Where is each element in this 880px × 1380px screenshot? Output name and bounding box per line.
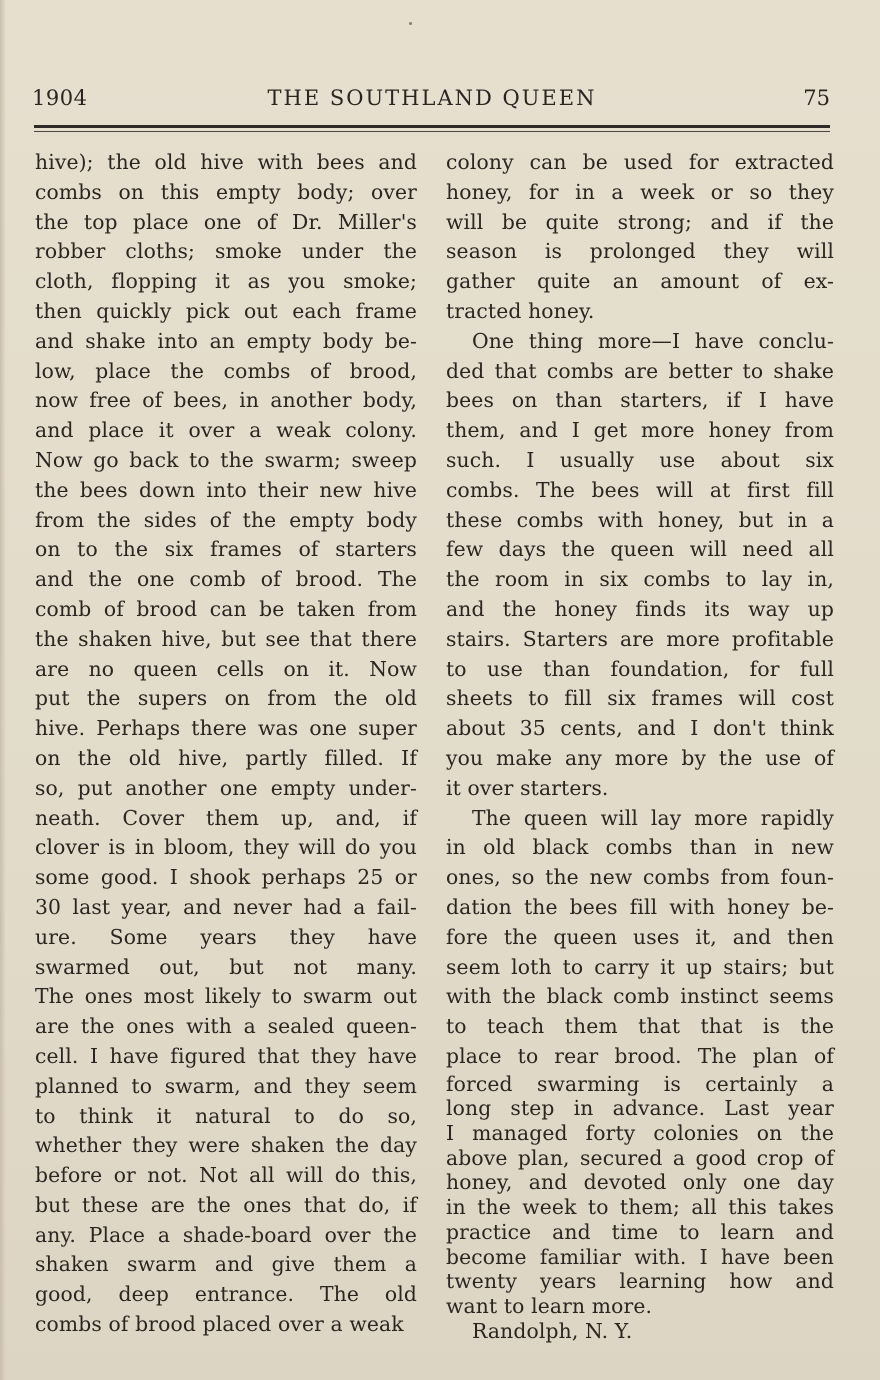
text-line: The queen will lay more rapidly	[472, 805, 834, 830]
text-line: the room in six combs to lay in,	[446, 567, 834, 592]
text-line: cloth, flopping it as you smoke;	[35, 269, 417, 294]
text-line: neath. Cover them up, and, if	[35, 805, 417, 830]
text-line: swarmed out, but not many.	[35, 954, 417, 979]
text-line: the top place one of Dr. Miller's	[35, 209, 417, 234]
text-line: comb of brood can be taken from	[35, 596, 417, 621]
paper-speck	[409, 22, 412, 25]
text-line: these combs with honey, but in a	[446, 507, 834, 532]
text-line: fore the queen uses it, and then	[446, 924, 834, 949]
page-gutter-shadow	[0, 0, 6, 1380]
text-line: then quickly pick out each frame	[35, 298, 417, 323]
text-line: 30 last year, and never had a fail-	[35, 894, 417, 919]
text-line: Randolph, N. Y.	[472, 1318, 633, 1343]
text-line: clover is in bloom, they will do you	[35, 835, 417, 860]
text-line: now free of bees, in another body,	[35, 388, 417, 413]
text-line: about 35 cents, and I don't think	[446, 716, 834, 741]
text-line: any. Place a shade-board over the	[35, 1222, 417, 1247]
text-line: gather quite an amount of ex-	[446, 269, 834, 294]
text-line: colony can be used for extracted	[446, 150, 834, 174]
text-line: forced swarming is certainly a	[446, 1071, 834, 1096]
text-line: tracted honey.	[446, 298, 595, 323]
text-line: ded that combs are better to shake	[446, 358, 834, 383]
text-line: on to the six frames of starters	[35, 537, 417, 562]
text-line: whether they were shaken the day	[35, 1133, 417, 1158]
text-line: dation the bees fill with honey be-	[446, 894, 834, 919]
text-line: and the honey finds its way up	[446, 596, 834, 621]
text-line: season is prolonged they will	[446, 239, 834, 264]
text-line: to think it natural to do so,	[35, 1103, 417, 1128]
text-line: become familiar with. I have been	[446, 1244, 834, 1269]
text-line: planned to swarm, and they seem	[35, 1073, 417, 1098]
text-line: honey, for in a week or so they	[446, 179, 834, 204]
text-line: bees on than starters, if I have	[446, 388, 834, 413]
text-line: some good. I shook perhaps 25 or	[35, 865, 417, 890]
text-line: sheets to fill six frames will cost	[446, 686, 834, 711]
text-line: in the week to them; all this takes	[446, 1195, 834, 1220]
text-line: you make any more by the use of	[446, 745, 834, 770]
text-line: it over starters.	[446, 775, 609, 800]
text-line: them, and I get more honey from	[446, 418, 834, 443]
text-line: place to rear brood. The plan of	[446, 1043, 834, 1068]
text-line: hive. Perhaps there was one super	[35, 716, 417, 741]
text-line: so, put another one empty under-	[35, 775, 417, 800]
text-line: and the one comb of brood. The	[35, 567, 417, 592]
text-line: and place it over a weak colony.	[35, 418, 417, 443]
text-line: combs on this empty body; over	[35, 179, 417, 204]
header-rule-thick	[34, 125, 830, 128]
text-line: before or not. Not all will do this,	[35, 1163, 417, 1188]
text-line: hive); the old hive with bees and	[35, 150, 417, 174]
text-line: cell. I have figured that they have	[35, 1043, 417, 1068]
text-line: The ones most likely to swarm out	[35, 984, 417, 1009]
text-line: will be quite strong; and if the	[446, 209, 834, 234]
text-line: to teach them that that is the	[446, 1014, 834, 1039]
text-line: ure. Some years they have	[35, 924, 417, 949]
text-line: to use than foundation, for full	[446, 656, 834, 681]
text-line: above plan, secured a good crop of	[446, 1145, 834, 1170]
text-line: robber cloths; smoke under the	[35, 239, 417, 264]
text-line: long step in advance. Last year	[446, 1096, 834, 1121]
journal-title: THE SOUTHLAND QUEEN	[267, 86, 597, 110]
text-line: from the sides of the empty body	[35, 507, 417, 532]
text-line: One thing more—I have conclu-	[472, 328, 834, 353]
right-column	[446, 148, 834, 1343]
text-line: Now go back to the swarm; sweep	[35, 447, 417, 472]
text-line: seem loth to carry it up stairs; but	[446, 954, 834, 979]
text-line: put the supers on from the old	[35, 686, 417, 711]
left-column	[35, 148, 417, 1340]
header-rule-thin	[34, 131, 830, 132]
running-header	[32, 86, 832, 120]
text-line: I managed forty colonies on the	[446, 1121, 834, 1146]
text-line: but these are the ones that do, if	[35, 1192, 417, 1217]
page-number: 75	[803, 86, 830, 110]
text-line: the bees down into their new hive	[35, 477, 417, 502]
text-line: stairs. Starters are more profitable	[446, 626, 834, 651]
text-line: and shake into an empty body be-	[35, 328, 417, 353]
text-line: honey, and devoted only one day	[446, 1170, 834, 1195]
text-line: such. I usually use about six	[446, 447, 834, 472]
text-line: combs of brood placed over a weak	[35, 1312, 404, 1337]
text-line: combs. The bees will at first fill	[446, 477, 834, 502]
text-line: are the ones with a sealed queen-	[35, 1014, 417, 1039]
text-line: low, place the combs of brood,	[35, 358, 417, 383]
header-year: 1904	[32, 86, 88, 110]
text-line: twenty years learning how and	[446, 1269, 834, 1294]
text-line: in old black combs than in new	[446, 835, 834, 860]
text-line: the shaken hive, but see that there	[35, 626, 417, 651]
text-line: ones, so the new combs from foun-	[446, 865, 834, 890]
text-line: are no queen cells on it. Now	[35, 656, 417, 681]
text-line: few days the queen will need all	[446, 537, 834, 562]
text-line: with the black comb instinct seems	[446, 984, 834, 1009]
text-line: shaken swarm and give them a	[35, 1252, 417, 1277]
text-line: want to learn more.	[446, 1293, 653, 1318]
text-line: good, deep entrance. The old	[35, 1282, 417, 1307]
text-line: on the old hive, partly filled. If	[35, 745, 417, 770]
text-line: practice and time to learn and	[446, 1219, 834, 1244]
